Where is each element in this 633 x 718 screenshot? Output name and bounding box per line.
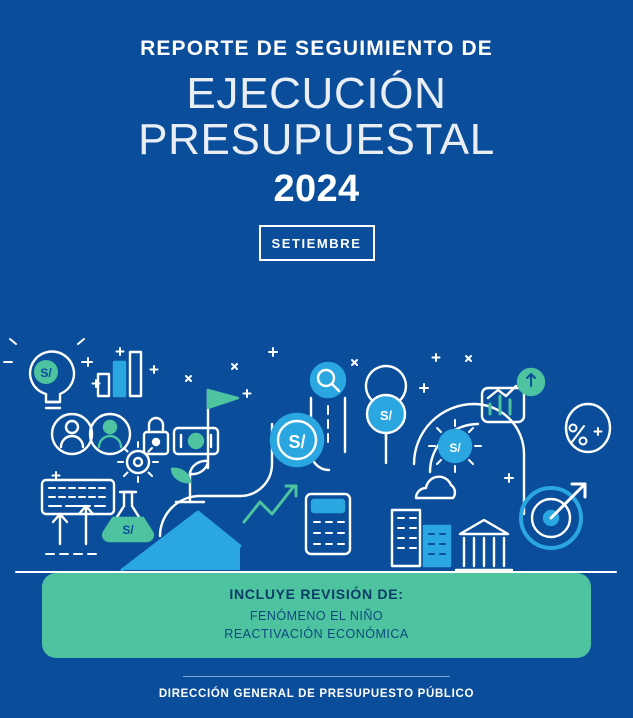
target-dart-icon bbox=[521, 484, 585, 548]
trophy-icon bbox=[518, 369, 544, 395]
banner-item-2: REACTIVACIÓN ECONÓMICA bbox=[224, 627, 409, 641]
svg-text:S/: S/ bbox=[288, 432, 306, 452]
magnifier-icon bbox=[311, 363, 345, 397]
banknote-icon bbox=[174, 428, 218, 454]
percent-tag-icon bbox=[566, 404, 610, 452]
location-pin-soles-icon bbox=[366, 366, 406, 463]
user-avatar-icon bbox=[52, 414, 130, 454]
cover-footer bbox=[0, 676, 633, 700]
line-chart-up-icon bbox=[244, 486, 296, 522]
svg-text:S/: S/ bbox=[40, 366, 52, 380]
calculator-icon bbox=[306, 494, 350, 554]
banner-item-1: FENÓMENO EL NIÑO bbox=[249, 609, 384, 623]
cloud-icon bbox=[416, 477, 455, 498]
svg-text:S/: S/ bbox=[122, 523, 134, 537]
cover-illustration bbox=[0, 322, 633, 582]
page-title-main-2: PRESUPUESTAL bbox=[138, 114, 495, 164]
month-badge bbox=[259, 225, 375, 261]
illustration-svg bbox=[0, 322, 633, 582]
flask-soles-icon bbox=[103, 492, 153, 541]
footer-organization: DIRECCIÓN GENERAL DE PRESUPUESTO PÚBLICO bbox=[158, 688, 475, 700]
buildings-icon bbox=[392, 510, 450, 566]
gear-icon bbox=[118, 442, 158, 482]
page-title-year: 2024 bbox=[273, 168, 360, 211]
revision-banner bbox=[42, 573, 591, 658]
padlock-icon bbox=[144, 418, 168, 454]
svg-text:S/: S/ bbox=[449, 441, 461, 455]
footer-divider bbox=[183, 676, 450, 677]
bank-building-icon bbox=[456, 520, 512, 570]
chart-pin-icon bbox=[482, 386, 524, 422]
month-badge-label: SETIEMBRE bbox=[271, 235, 362, 251]
banner-heading: INCLUYE REVISIÓN DE: bbox=[229, 586, 404, 602]
cover-title-block bbox=[0, 36, 633, 261]
bar-chart-icon bbox=[98, 352, 141, 396]
page-title-kicker: REPORTE DE SEGUIMIENTO DE bbox=[140, 37, 493, 60]
keyboard-icon bbox=[42, 480, 114, 514]
coin-soles-icon bbox=[271, 414, 323, 466]
lightbulb-soles-icon bbox=[4, 339, 90, 408]
page-title-main-1: EJECUCIÓN bbox=[186, 69, 447, 119]
svg-text:S/: S/ bbox=[379, 408, 393, 423]
